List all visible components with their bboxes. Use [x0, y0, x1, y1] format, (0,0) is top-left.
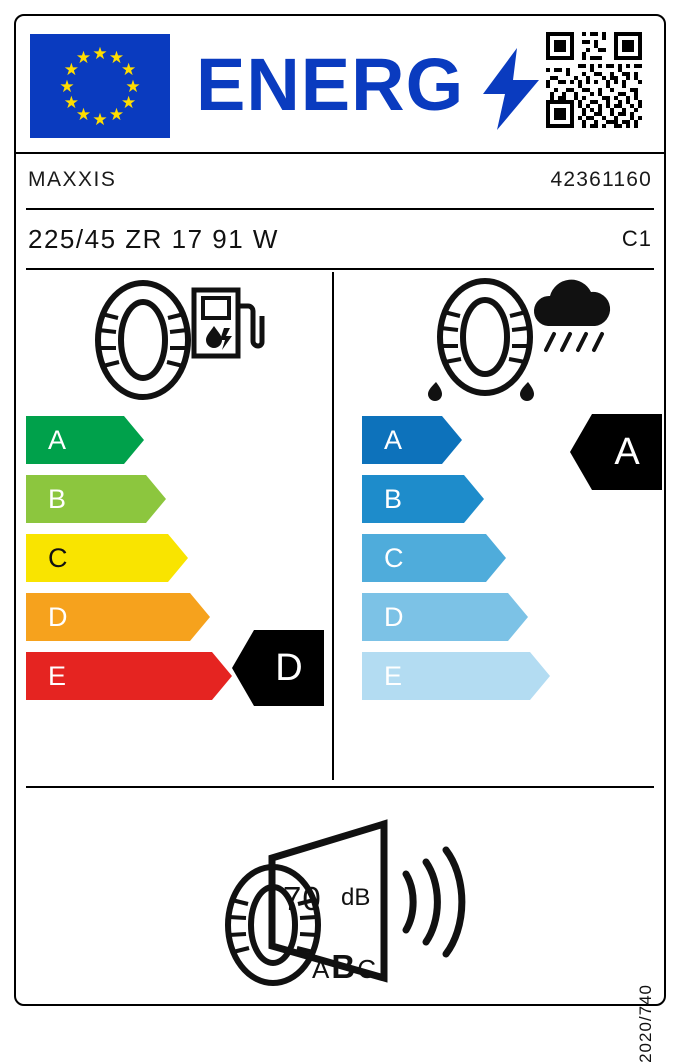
grade-row [362, 652, 550, 700]
grade-row [26, 534, 188, 582]
noise-class-c: C [357, 954, 378, 984]
noise-class-a: A [312, 954, 332, 984]
eu-star-icon: ★ [125, 76, 141, 96]
regulation-date: 2020/740 [636, 984, 655, 1063]
grade-row [362, 593, 528, 641]
noise-class-scale [312, 948, 378, 986]
grade-arrow-a [362, 416, 462, 464]
noise-unit: dB [341, 884, 371, 911]
result-letter: D [275, 647, 303, 689]
grade-row [26, 593, 210, 641]
tyre-class-code: C1 [621, 226, 652, 251]
brand-name: MAXXIS [28, 168, 117, 191]
grade-letter: E [48, 661, 67, 691]
page-title: ENERG [196, 43, 465, 126]
grade-letter: A [384, 425, 403, 455]
grade-letter: B [384, 484, 403, 514]
grade-letter: C [48, 543, 68, 573]
grade-row [362, 534, 506, 582]
eu-star-icon: ★ [120, 93, 137, 112]
eu-flag-icon [30, 34, 170, 138]
grade-arrow-b [362, 475, 484, 523]
fuel-pump-icon [190, 284, 262, 362]
noise-section [0, 800, 680, 1010]
result-letter: A [614, 431, 640, 473]
eu-star-icon: ★ [92, 43, 108, 63]
eu-star-icon: ★ [59, 76, 75, 96]
grade-letter: C [384, 543, 404, 573]
grade-row [26, 652, 232, 700]
eu-star-icon: ★ [108, 105, 125, 125]
eu-star-icon: ★ [92, 109, 108, 129]
tyre-icon [88, 280, 198, 400]
grade-row [26, 416, 144, 464]
eu-star-icon: ★ [75, 47, 92, 67]
fuel-efficiency-scale [26, 416, 232, 711]
eu-star-icon: ★ [63, 60, 80, 79]
fuel-efficiency-result [232, 630, 324, 706]
product-code: 42361160 [550, 168, 652, 191]
grade-letter: D [48, 602, 68, 632]
grade-row [26, 475, 166, 523]
rain-cloud-icon [524, 278, 620, 364]
divider-header [16, 152, 664, 154]
wet-grip-scale [362, 416, 550, 711]
grade-letter: E [384, 661, 403, 691]
divider-size [26, 268, 654, 270]
grade-letter: B [48, 484, 67, 514]
wet-grip-result [570, 414, 662, 490]
grade-arrow-a [26, 416, 144, 464]
eu-star-icon: ★ [108, 47, 125, 67]
divider-noise [26, 786, 654, 788]
tyre-size: 225/45 ZR 17 91 W [28, 224, 279, 254]
noise-value: 70 [283, 880, 322, 917]
grade-row [362, 475, 484, 523]
grade-letter: D [384, 602, 404, 632]
energy-bolt-icon [483, 48, 539, 130]
grade-arrow-b [26, 475, 166, 523]
grade-row [362, 416, 462, 464]
eu-star-icon: ★ [120, 60, 137, 79]
eu-star-icon: ★ [75, 105, 92, 125]
grade-letter: A [48, 425, 67, 455]
divider-brand [26, 208, 654, 210]
eu-star-icon: ★ [63, 93, 80, 112]
qr-code-icon [546, 32, 642, 128]
divider-vertical [332, 272, 334, 780]
noise-class-selected: B [331, 948, 358, 985]
